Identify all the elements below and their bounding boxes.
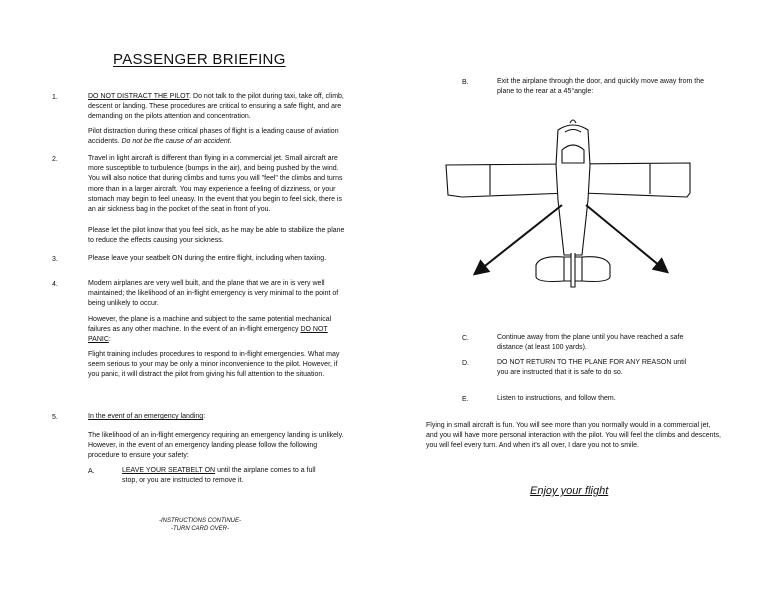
item-4-para2-text: However, the plane is a machine and subject to the same potential mechanical failures as any other machine. In the event of an in-flight emergency	[88, 316, 332, 334]
item-e-letter: E.	[462, 396, 469, 403]
item-d-caps: DO NOT RETURN TO THE PLANE FOR ANY REASON	[497, 359, 672, 366]
item-1-body: . Do not talk to the pilot during taxi, take off, climb, descent or landing. These procedures are critical to ensuring a safe flight, and are demanding on the pilots attention and concentration.	[88, 93, 344, 121]
item-4-paragraph-2: However, the plane is a machine and subject to the same potential mechanical failures as any other machine. In the event of an in-flight emergency DO NOT PANIC:	[88, 316, 332, 344]
item-1-para2-text: Pilot distraction during these critical phases of flight is a leading cause of aviation accidents.	[88, 128, 339, 146]
page-title: PASSENGER BRIEFING	[113, 51, 286, 68]
item-5-heading: In the event of an emergency landing	[88, 413, 204, 420]
seatbelt-on-text: LEAVE YOUR SEATBELT ON	[122, 467, 216, 474]
airplane-diagram	[440, 105, 710, 300]
item-4-paragraph-1: Modern airplanes are very well built, and the plane that we are in is very well maintained; the likelihood of an in-flight emergency is very minimal to the point of being unlikely to occur.	[88, 280, 339, 308]
left-footer	[140, 517, 260, 533]
item-1-number: 1.	[52, 94, 58, 101]
footer-line-1: -INSTRUCTIONS CONTINUE-	[159, 518, 241, 524]
item-e-text: Listen to instructions, and follow them.	[497, 395, 616, 402]
footer-line-2: -TURN CARD OVER-	[171, 526, 229, 532]
item-5-heading-line: In the event of an emergency landing:	[88, 413, 206, 420]
do-not-panic-text: DO NOT PANIC	[88, 326, 328, 344]
item-5-paragraph: The likelihood of an in-flight emergency requiring an emergency landing is unlikely. However, in the event of an emergency landing please follow the following procedure to ensure your safety:	[88, 432, 344, 460]
item-d-body: until you are instructed that it is safe to do so.	[497, 359, 687, 377]
item-1-paragraph-2	[88, 127, 350, 147]
item-a-body: until the airplane comes to a full stop, or you are instructed to remove it.	[122, 467, 316, 485]
item-d-text	[497, 358, 697, 378]
closing-paragraph: Flying in small aircraft is fun. You will see more than you normally would in a commercial jet, and you will have more personal interaction with the pilot. You will feel the climbs and descents, you will feel every turn. And when it's all over, I dare you not to smile.	[426, 422, 721, 450]
item-a-text	[122, 466, 332, 486]
item-b-text: Exit the airplane through the door, and quickly move away from the plane to the rear at a 45°angle:	[497, 78, 705, 96]
item-2-paragraph-1: Travel in light aircraft is different than flying in a commercial jet. Small aircraft are more susceptible to turbulence (bumps in the air), and being pushed by the wind. You will also notice that during climbs and turns you will "feel" the climbs and turns more than in a larger aircraft. You may experience a feeling of dizziness, or your stomach may begin to feel uneasy. In the event that you begin to feel sick, there is an air sickness bag in the pocket of the seat in front of you.	[88, 155, 343, 214]
item-a-letter: A.	[88, 468, 95, 475]
enjoy-your-flight: Enjoy your flight	[530, 485, 609, 497]
item-2-paragraph-2: Please let the pilot know that you feel sick, as he may be able to stabilize the plane to reduce the effects causing your sickness.	[88, 227, 345, 245]
item-3-text: Please leave your seatbelt ON during the entire flight, including when taxiing.	[88, 255, 327, 262]
item-3-number: 3.	[52, 256, 58, 263]
item-2-number: 2.	[52, 156, 58, 163]
item-1-heading: DO NOT DISTRACT THE PILOT	[88, 93, 190, 100]
airplane-top-view-icon	[446, 120, 690, 287]
item-c-text: Continue away from the plane until you have reached a safe distance (at least 100 yards).	[497, 334, 684, 352]
item-1-text	[88, 92, 350, 123]
item-d-letter: D.	[462, 360, 469, 367]
item-4-number: 4.	[52, 281, 58, 288]
item-1-emphasis: Do not be the cause of an accident.	[121, 138, 232, 146]
item-b-letter: B.	[462, 79, 469, 86]
item-5-number: 5.	[52, 414, 58, 421]
item-c-letter: C.	[462, 335, 469, 342]
item-4-paragraph-3: Flight training includes procedures to respond to in-flight emergencies. What may seem serious to your may be only a minor inconvenience to the pilot. However, if you panic, it will distract the pilot from giving his full attention to the situation.	[88, 351, 340, 379]
